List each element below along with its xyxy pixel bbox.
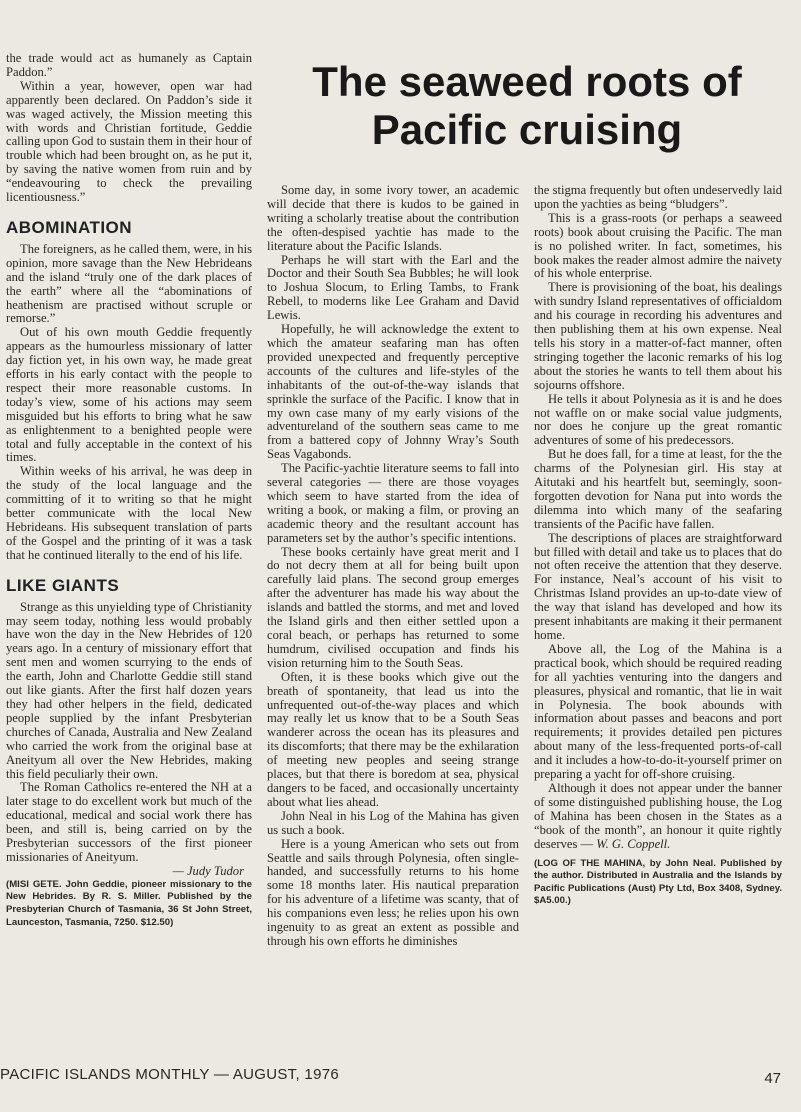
paragraph: John Neal in his Log of the Mahina has given us such a book. [267, 808, 519, 837]
book-credit: (MISI GETE. John Geddie, pioneer missionary to the New Hebrides. By R. S. Miller. Published by the Presbyterian Church of Tasmania, 36 St John Street, Launceston, Tasmania, 7250. $12.50) [6, 878, 252, 928]
paragraph: the trade would act as humanely as Captain Paddon.” [6, 51, 252, 79]
paragraph: Here is a young American who sets out from Seattle and sails through Polynesia, often single-handed, and successfully returns to his home some 18 months later. His nautical preparation for his adventure of a lifetime was scanty, that of his companions even less; he relies upon his own ingenuity to as great an extent as possible and through his own efforts he diminishes [267, 836, 519, 948]
paragraph: Some day, in some ivory tower, an academic will decide that there is kudos to be gained in writing a scholarly treatise about the contribution the often-despised yachtie has made to the literature about the Pacific Islands. [267, 183, 519, 253]
paragraph: The Pacific-yachtie literature seems to fall into several categories — there are those voyages which seem to have started from the idea of writing a book, or making a film, or proving an academic theory and the resultant account has parameters set by the author’s specific intentions. [267, 461, 519, 545]
paragraph: The Roman Catholics re-entered the NH at a later stage to do excellent work but much of the educational, medical and social work there has been, and still is, being carried on by the Presbyterian successors of the first pioneer missionaries of Aneityum. [6, 780, 252, 864]
paragraph-text: Although it does not appear under the banner of some distinguished publishing house, the Log of Mahina has been chosen in the States as a “book of the month”, an honour it quite rightly deserves — [534, 780, 782, 851]
paragraph: Within weeks of his arrival, he was deep in the study of the local language and the committing of it to writing so that he might better communicate with the local New Hebrideans. His subsequent translation of parts of the Gospel and the printing of it was a task that he continued literally to the end of his life. [6, 464, 252, 562]
paragraph: Above all, the Log of the Mahina is a practical book, which should be required reading for all yachties venturing into the dangers and pleasures, physical and romantic, that lie in wait in Polynesia. The book abounds with information about passes and beacons and port requirements; it provides detailed pen pictures about many of the less-frequented ports-of-call and it includes a how-to-do-it-yourself primer on preparing a yacht for off-shore cruising. [534, 641, 782, 782]
paragraph: This is a grass-roots (or perhaps a seaweed roots) book about cruising the Pacific. The man is no polished writer. In fact, sometimes, his book makes the reader almost admire the naivety of his whole enterprise. [534, 210, 782, 281]
paragraph: These books certainly have great merit and I do not decry them at all for being built upon carefully laid plans. The second group emerges after the adventurer has made his way about the islands and battled the storms, and met and loved the Island girls and then either settled upon a coral beach, or perhaps has returned to some humdrum, civilised occupation and finds his vision returning him to the South Seas. [267, 544, 519, 670]
paragraph: Perhaps he will start with the Earl and the Doctor and their South Sea Bubbles; he will look to Joshua Slocum, to Erling Tambs, to Frank Rebell, to moderns like Lee Graham and David Lewis. [267, 252, 519, 323]
left-review-column [6, 52, 252, 929]
footer-publication: PACIFIC ISLANDS MONTHLY — AUGUST, 1976 [0, 1066, 339, 1083]
paragraph: Often, it is these books which give out the breath of spontaneity, that lead us into the unfrequented out-of-the-way places and which may really let us know that to be a South Seas wanderer across the ocean has its pleasures and its discomforts; that there may be the exhilaration of meeting new peoples and seeing strange places, but that there is boredom at sea, physical dangers to be faced, and occasionally uncertainty about what lies ahead. [267, 669, 519, 809]
subheading-like-giants: LIKE GIANTS [6, 575, 120, 595]
paragraph: Hopefully, he will acknowledge the extent to which the amateur seafaring man has often provided unexpected and frequently perceptive accounts of the cultures and life-styles of the inhabitants of the out-of-the-way islands that sprinkle the surface of the Pacific. I know that in my own case many of my early visions of the adventureland of the southern seas came to me from a battered copy of Johnny Wray’s South Seas Vagabonds. [267, 322, 519, 462]
author-signature: — Judy Tudor [172, 863, 244, 878]
main-review-column-1 [267, 184, 519, 949]
paragraph-final [534, 782, 782, 852]
paragraph: Strange as this unyielding type of Christianity may seem today, nothing less would probably have won the day in the New Hebrides of 120 years ago. In a century of missionary effort that sent men and women scurrying to the ends of the earth, John and Charlotte Geddie still stand out like giants. After the first half dozen years they had other helpers in the field, dedicated people supplied by the infant Presbyterian churches of Canada, Australia and New Zealand who carried the work from the original base at Aneityum all over the New Hebrides, making this field peculiarly their own. [6, 599, 252, 781]
paragraph: The foreigners, as he called them, were, in his opinion, more savage than the New Hebrideans and the island “truly one of the dark places of the earth” where all the “abominations of heathenism are practised without scruple or remorse.” [6, 241, 252, 326]
paragraph: The descriptions of places are straightforward but filled with detail and take us to places that do not often receive the attention that they deserve. For instance, Neal’s account of his visit to Christmas Island provides an up-to-date view of the way that island has developed and how its present inhabitants are making it their permanent home. [534, 530, 782, 642]
page-number: 47 [764, 1070, 781, 1087]
main-review-column-2 [534, 184, 782, 908]
reviewer-signature: W. G. Coppell. [596, 836, 671, 851]
paragraph: Within a year, however, open war had apparently been declared. On Paddon’s side it was waged actively, the Mission meeting this with words and Christian fortitude, Geddie calling upon God to sustain them in their hour of trouble which had been brought on, as he put it, by saving the native women from ruin and by “endeavouring to check the prevailing licentiousness.” [6, 78, 252, 205]
paragraph: He tells it about Polynesia as it is and he does not waffle on or make social value judgments, nor does he conjure up the great romantic adventures of some of his predecessors. [534, 391, 782, 448]
paragraph: But he does fall, for a time at least, for the the charms of the Polynesian girl. His stay at Aitutaki and his heartfelt but, seemingly, soon-forgotten devotion for Nana put into words the dilemma into which many of the seafaring transients of the Pacific have fallen. [534, 447, 782, 531]
paragraph: the stigma frequently but often undeservedly laid upon the yachties as being “bludgers”. [534, 183, 782, 211]
article-headline: The seaweed roots of Pacific cruising [312, 58, 742, 153]
paragraph: Out of his own mouth Geddie frequently appears as the humourless missionary of latter day fiction yet, in his own way, he made great efforts in his early contact with the people to respect their more reasonable customs. In today’s view, some of his actions may seem misguided but his efforts to bring what he saw as enlightenment to a benighted people were total and fully acceptable in the context of his times. [6, 325, 252, 465]
book-credit: (LOG OF THE MAHINA, by John Neal. Published by the author. Distributed in Australia and the Islands by Pacific Publications (Aust) Pty Ltd, Box 3408, Sydney. $A5.00.) [534, 857, 782, 907]
paragraph: There is provisioning of the boat, his dealings with sundry Island representatives of officialdom and his courage in recording his adventures and then publishing them at his own expense. Neal tells his story in a matter-of-fact manner, often stringing together the laconic remarks of his log about the stories he wants to tell them about his sojourns offshore. [534, 280, 782, 392]
subheading-abomination: ABOMINATION [6, 217, 133, 237]
